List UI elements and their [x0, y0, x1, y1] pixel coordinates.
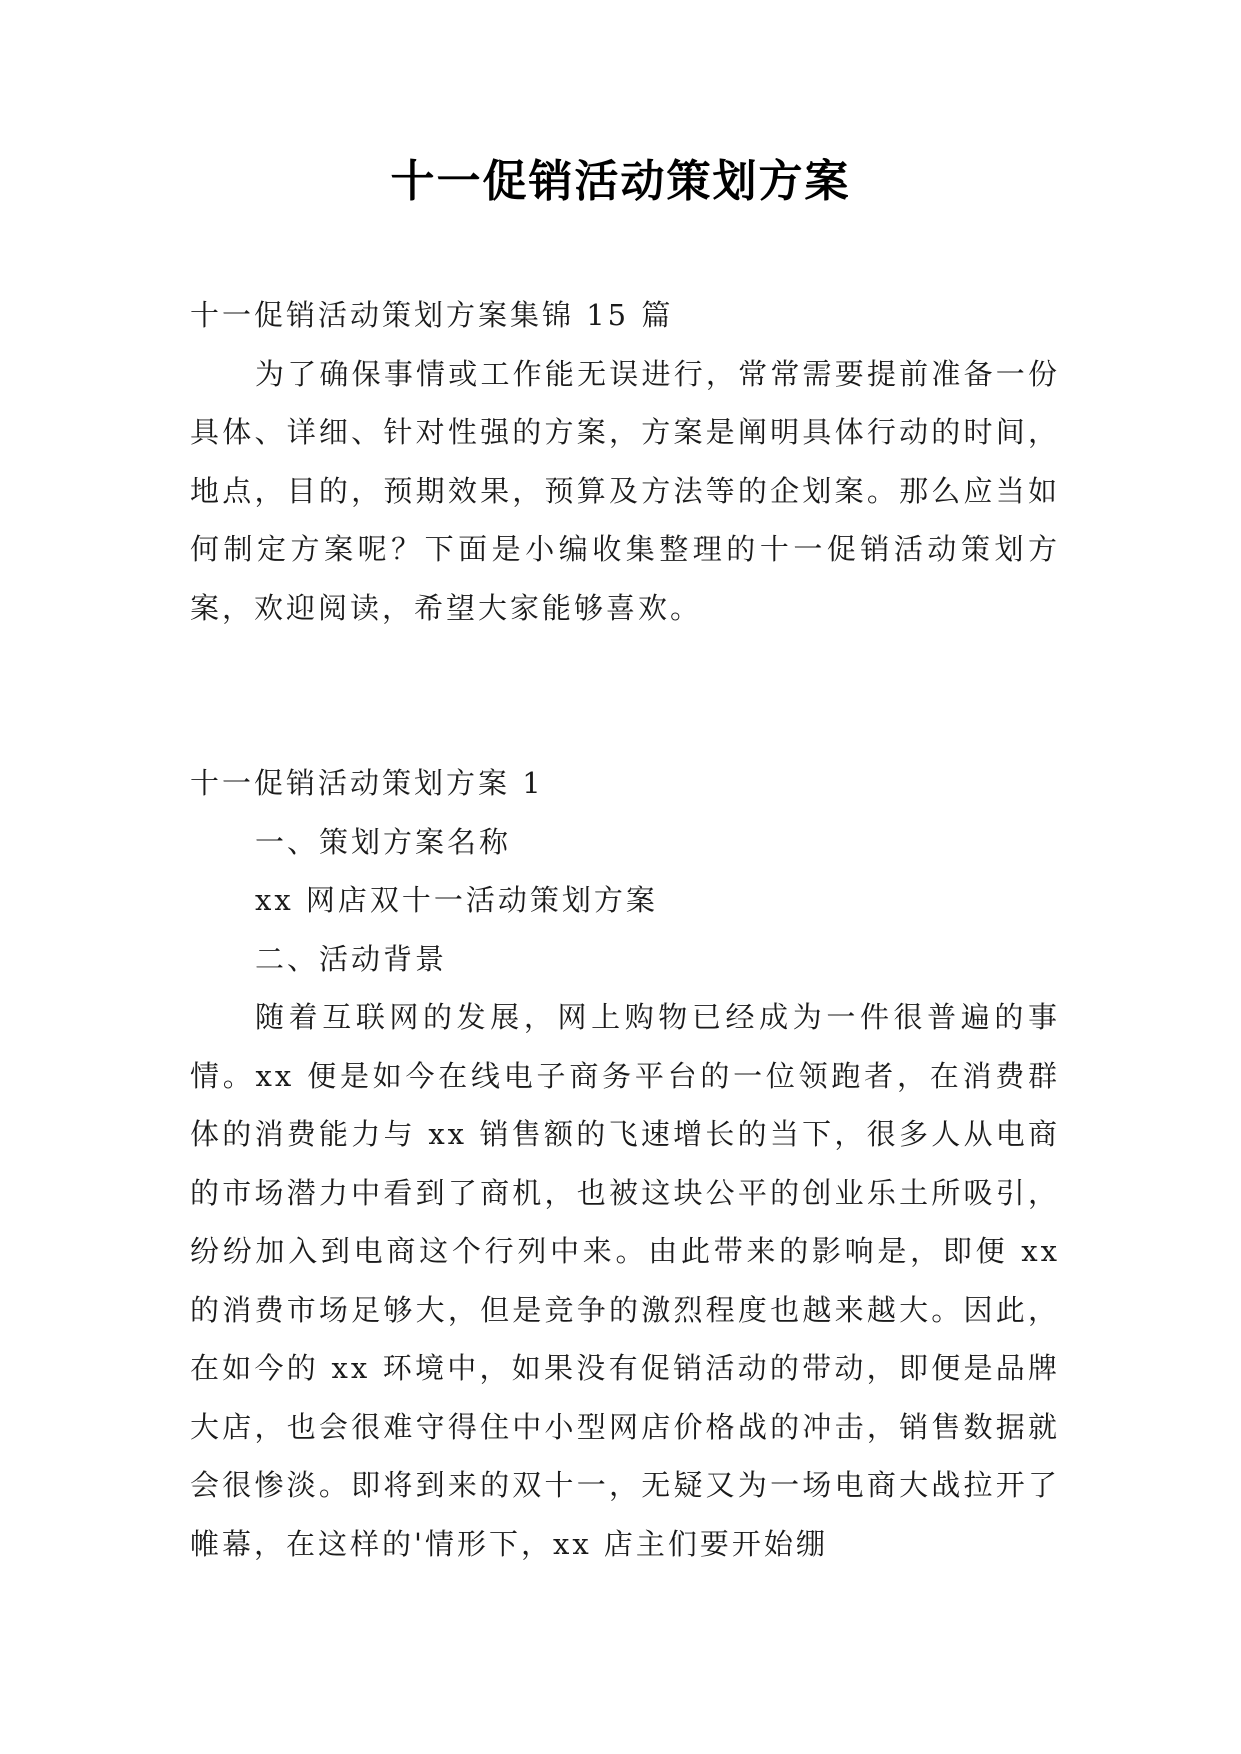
item1-text: xx 网店双十一活动策划方案: [255, 883, 658, 917]
section-spacer: [190, 637, 1060, 754]
item2-paragraph: 随着互联网的发展，网上购物已经成为一件很普遍的事情。xx 便是如今在线电子商务平台的一位领跑者，在消费群体的消费能力与 xx 销售额的飞速增长的当下，很多人从电商的市场潜力中看到了商机，也被这块公平的创业乐土所吸引，纷纷加入到电商这个行列中来。由此带来的影响是，即便 xx 的消费市场足够大，但是竞争的激烈程度也越来越大。因此，在如今的 xx 环境中，如果没有促销活动的带动，即便是品牌大店，也会很难守得住中小型网店价格战的冲击，销售数据就会很惨淡。即将到来的双十一，无疑又为一场电商大战拉开了帷幕，在这样的'情形下，xx 店主们要开始绷: [190, 1000, 1060, 1561]
document-title: 十一促销活动策划方案: [390, 156, 851, 207]
item2-heading: 二、活动背景: [255, 941, 448, 976]
document-body: [190, 286, 1060, 1573]
intro-paragraph: 为了确保事情或工作能无误进行，常常需要提前准备一份具体、详细、针对性强的方案，方案是阐明具体行动的时间，地点，目的，预期效果，预算及方法等的企划案。那么应当如何制定方案呢？下面是小编收集整理的十一促销活动策划方案，欢迎阅读，希望大家能够喜欢。: [190, 356, 1060, 625]
section-title: 十一促销活动策划方案 1: [190, 766, 544, 800]
document-subtitle: 十一促销活动策划方案集锦 15 篇: [190, 298, 674, 332]
item1-heading: 一、策划方案名称: [255, 824, 512, 859]
